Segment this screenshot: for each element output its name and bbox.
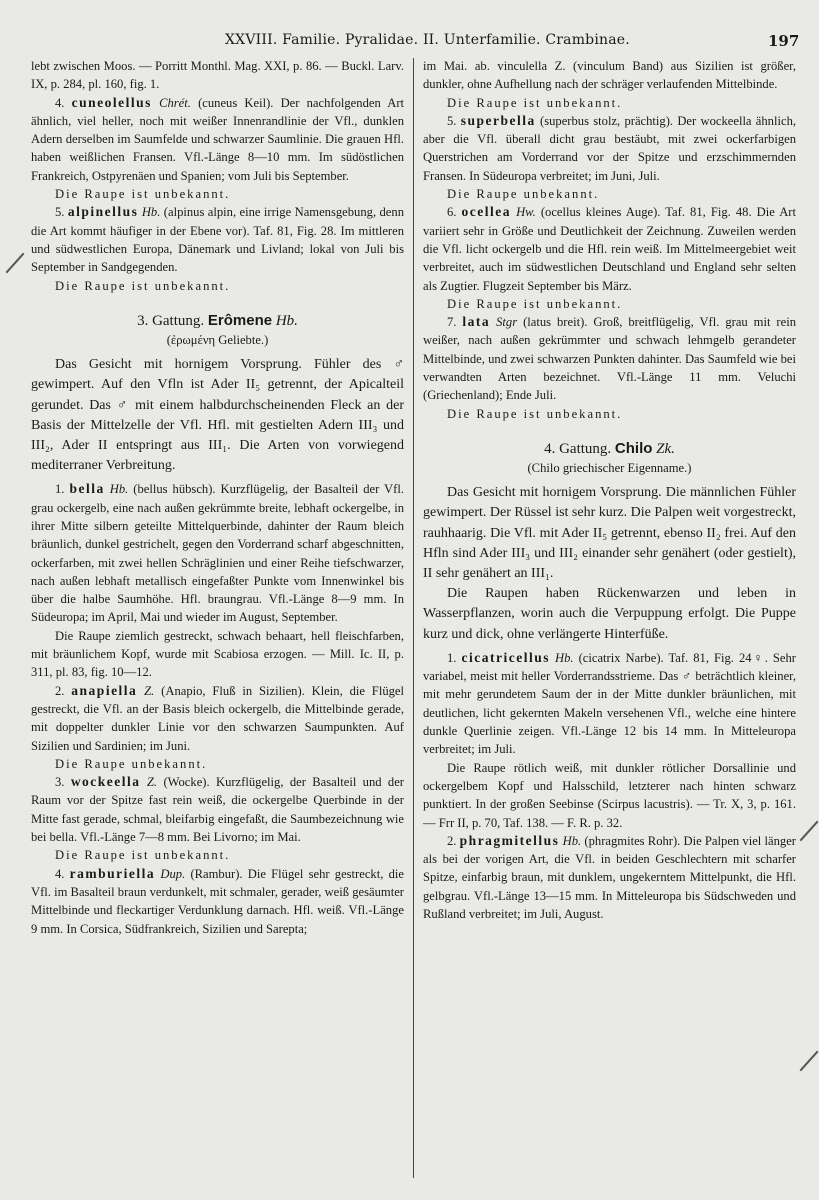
species-entry [31,480,404,626]
species-number: 4. [55,95,65,110]
genus-description: Das Gesicht mit hornigem Vorsprung. Fühler des ♂ gewimpert. Auf den Vfln ist Ader II₅ getrennt, der Apicalteil gerundet. Das ♂ mit einem halbdurchscheinenden Fleck an der Basis der Mittelzelle der Vfl. Hfl. mit gestielten Adern III₃ und III₂, Ader II entspringt aus III₁. Die Arten von vorwiegend mediterraner Verbreitung. [31,357,404,474]
species-entry [423,112,796,185]
right-column [423,57,796,923]
species-name: cicatricellus [461,649,550,665]
species-number: 3. [55,775,65,790]
species-description: (Wocke). Kurzflügelig, der Basalteil und der Raum vor der Spitze fast rein weiß, die ockergelbe Querbinde in der Mitte fast gerade, schmal, bleifarbig eingefaßt, die Saumbezeichnung wie bei bella. Vfl.-Länge 7—8 mm. Bei Livorno; im Mai. [31,775,404,845]
genus-etymology: (Chilo griechischer Eigenname.) [527,460,692,475]
margin-pencil-mark [800,1051,819,1072]
paragraph: lebt zwischen Moos. — Porritt Monthl. Mag. XXI, p. 86. — Buckl. Larv. IX, p. 284, pl. 160, fig. 1. [31,59,404,92]
larva-note: Die Raupe unbekannt. [447,187,600,202]
left-column [31,57,404,938]
larva-note: Die Raupe unbekannt. [55,756,208,771]
species-number: 1. [55,482,65,497]
running-head: XXVIII. Familie. Pyralidae. II. Unterfamilie. Crambinae. [225,32,630,48]
genus-number: 3. Gattung. [137,312,205,329]
genus-etymology: (ἐρωμένη Geliebte.) [166,332,269,347]
species-description: (alpinus alpin, eine irrige Namensgebung, denn die Art kommt häufiger in der Ebene vor). Taf. 81, Fig. 28. Im mittleren und südwestlichen Europa, Dänemark und Livland; lokal von Juli bis September in Sandgegenden. [31,205,404,275]
species-number: 6. [447,205,457,220]
species-entry [31,865,404,938]
larva-note: Die Raupe rötlich weiß, mit dunkler rötlicher Dorsallinie und ockergelbem Kopf und Halsschild, letzterer nach hinten schwarz punktiert. In der großen Seebinse (Scirpus lacustris). — Tr. X, 3, p. 161. — Frr II, p. 70, Taf. 138. — F. R. p. 32. [423,760,796,830]
genus-author: Zk. [656,440,675,457]
species-author: Chrét. [159,95,191,110]
species-description: (phragmites Rohr). Die Palpen viel länger als bei der vorigen Art, die Vfl. in beiden Geschlechtern mit scharfer Spitze, einfarbig braun, mit dunklem, ungekerntem Mittelpunkt, die Hfl. gelbgrau. Vfl.-Länge 13—15 mm. In Mitteleuropa bis Südschweden und Rußland verbreitet; im Juli, August. [423,833,796,922]
margin-pencil-mark [800,821,819,842]
species-entry [423,832,796,923]
genus-description: Das Gesicht mit hornigem Vorsprung. Die männlichen Fühler gewimpert. Der Rüssel ist sehr kurz. Die Palpen weit vorgestreckt, rauhhaarig. Die Vfl. mit Ader II₅ getrennt, ebenso II₂ frei. Auf den Hfln sind Ader III₃ und III₂ einander sehr genähert (oder gestielt), II sehr genähert an III₁. [423,485,796,582]
species-author: Z. [146,775,158,790]
species-description: (cicatrix Narbe). Taf. 81, Fig. 24♀. Sehr variabel, meist mit heller Vorderrandsstrieme. Das ♂ beträchtlich kleiner, mit mehr gerundetem Saum der in der Mitte dunkler bräunlichen, mit deutlichen, licht gekernten Makeln versehenen Vfl., welche eine hintere dunkle Querlinie zeigen. Vfl.-Länge 12 bis 14 mm. In Mitteleuropa verbreitet; im Juli. [423,650,796,757]
species-entry [423,313,796,404]
species-number: 2. [55,683,65,698]
species-description: (bellus hübsch). Kurzflügelig, der Basalteil der Vfl. grau ockergelb, eine nach außen gekrümmte breite, lebhaft ockergelbe, in ihrer Mitte silbern geteilte Mittelquerbinde, dahinter der Raum bleich bräunlich, dunkel gestrichelt, gegen den Vorderrand scharf abgeschnitten, ockerfarben, mit zwei hellen Schräglinien und einer Reihe tiefschwarzer, nach außen lebhaft metallisch eingefaßter Punkte vom Innenwinkel bis über die halbe Saumhöhe. Hfl. braungrau. Vfl.-Länge 8—9 mm. In Südeuropa; im April, Mai und wieder im August, September. [31,482,404,625]
larva-note: Die Raupe ist unbekannt. [447,296,623,311]
species-number: 5. [447,113,457,128]
species-entry [31,203,404,276]
species-entry [31,682,404,755]
larva-note: Die Raupe ist unbekannt. [55,187,231,202]
genus-number: 4. Gattung. [544,440,612,457]
species-number: 7. [447,315,457,330]
species-author: Dup. [160,866,186,881]
species-number: 4. [55,866,65,881]
species-name: cuneolellus [71,94,152,110]
larva-note: Die Raupe ziemlich gestreckt, schwach behaart, hell fleischfarben, mit bräunlichem Kopf, wurde mit Scabiosa erzogen. — Mill. Ic. II, p. 311, pl. 83, fig. 10—12. [31,628,404,680]
species-name: anapiella [71,682,138,698]
genus-name: Erômene [207,311,273,329]
species-number: 1. [447,650,457,665]
species-entry [31,94,404,185]
larva-note: Die Raupe ist unbekannt. [55,848,231,863]
larva-note: Die Raupe ist unbekannt. [447,95,623,110]
species-entry [31,773,404,846]
genus-heading [31,311,404,331]
genus-author: Hb. [275,312,298,329]
larva-note: Die Raupe ist unbekannt. [447,406,623,421]
species-description: (superbus stolz, prächtig). Der wockeella ähnlich, aber die Vfl. überall dicht grau bestäubt, mit zwei ockerfarbigen Querstrichen am Vorderrand vor der Spitze und erzschimmernden Fransen. In Südeuropa verbreitet; im Juni, Juli. [423,113,797,183]
species-author: Stgr [496,315,518,330]
species-entry [423,203,796,294]
genus-heading [423,439,796,459]
species-name: wockeella [70,774,141,790]
species-name: alpinellus [67,204,139,220]
species-number: 5. [55,205,65,220]
species-description: (ocellus kleines Auge). Taf. 81, Fig. 48. Die Art variiert sehr in Größe und Deutlichkeit der Zeichnung. Zuweilen werden die Vfl. licht ockergelb und die Hfl. rein weiß. Im Mittelmeergebiet weit verbreitet, auch im südwestlichen Deutschland und England sehr selten als Zugtier. Flugzeit September bis März. [423,205,796,293]
genus-name: Chilo [614,439,653,457]
genus-larva-description: Die Raupen haben Rückenwarzen und leben in Wasserpflanzen, worin auch die Verpuppung erfolgt. Die Puppe kurz und dick, ohne verlängerte Hinterfüße. [423,586,796,642]
species-name: phragmitellus [459,832,560,848]
species-author: Hb. [562,833,582,848]
species-description: (Rambur). Die Flügel sehr gestreckt, die Vfl. im Basalteil braun verdunkelt, mit schmaler, gerader, weiß gesäumter Mittelbinde und fleckartiger Verdunklung darnach. Hfl. weiß. Vfl.-Länge 9 mm. In Corsica, Südfrankreich, Sizilien und Sarepta; [31,866,404,936]
species-name: bella [69,481,105,497]
species-name: superbella [460,112,536,128]
species-name: lata [462,314,491,330]
paragraph: im Mai. ab. vinculella Z. (vinculum Band) aus Sizilien ist größer, dunkler, ohne Aufhellung nach der schräger verlaufenden Mittelbinde. [423,59,796,92]
species-author: Hw. [516,205,536,220]
species-author: Hb. [109,482,129,497]
species-description: (Anapio, Fluß in Sizilien). Klein, die Flügel gestreckt, die Vfl. an der Basis bleich ockergelb, die Mittelbinde gerade, mit doppelter dunkler Linie vor den schwarzen Saumpunkten. Auf Sizilien und Sardinien; im Juni. [31,683,404,753]
column-divider [413,58,414,1178]
species-entry [423,649,796,759]
species-number: 2. [447,833,457,848]
species-author: Z. [144,683,155,698]
species-description: (latus breit). Groß, breitflügelig, Vfl. grau mit rein weißer, nach außen gekrümmter und schwach lehmgelb gerandeter Mittelbinde, und zwei schwarzen Punkten dahinter. Das Saumfeld wie bei verwandten Arten bezeichnet. Vfl.-Länge 11 mm. Veluchi (Griechenland); Ende Juli. [423,315,796,403]
page-number: 197 [768,32,800,50]
species-description: (cuneus Keil). Der nachfolgenden Art ähnlich, viel heller, noch mit weißer Innenrandlinie der Vfl., dunklen Adern derselben im Saumfelde und schwarzer Saumlinie. Die grauen Hfl. haben weißlichen Fransen. Vfl.-Länge 8—10 mm. Im südöstlichen Frankreich, Ostpyrenäen und Spanien; vom Juli bis September. [31,95,405,183]
species-name: ocellea [461,204,511,220]
margin-pencil-mark [6,253,25,274]
larva-note: Die Raupe ist unbekannt. [55,278,231,293]
species-author: Hb. [555,650,574,665]
species-author: Hb. [141,205,161,220]
species-name: ramburiella [69,865,156,881]
